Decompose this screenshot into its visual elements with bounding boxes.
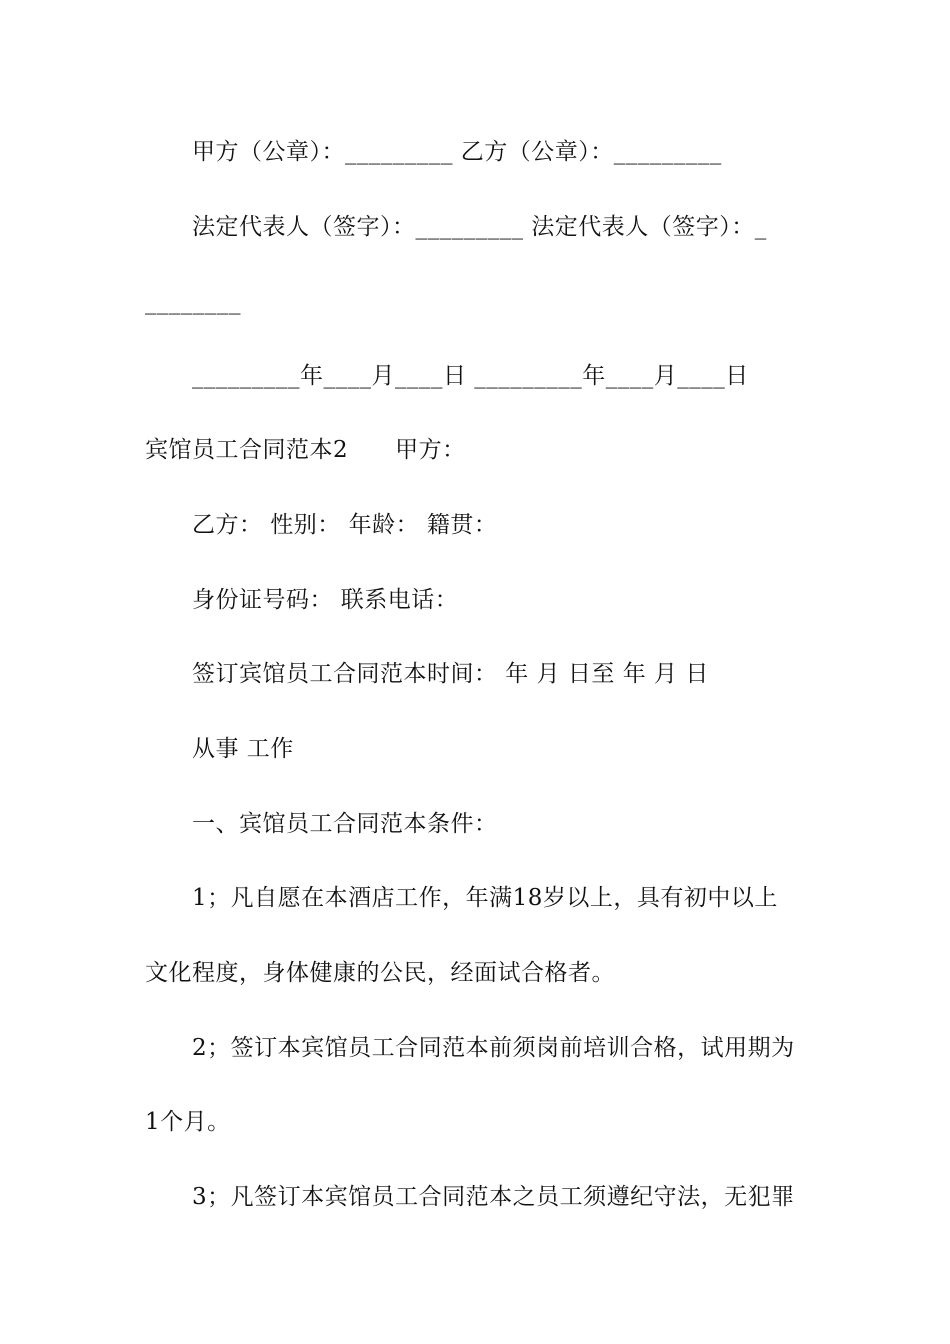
- clause-2-line-2: 1个月。: [145, 1109, 231, 1135]
- job-line: 从事 工作: [192, 736, 294, 762]
- clause-1-line-1: 1；凡自愿在本酒店工作，年满18岁以上，具有初中以上: [192, 885, 778, 911]
- section-heading-conditions: 一、宾馆员工合同范本条件：: [192, 811, 498, 837]
- legal-representative-continuation: ________: [145, 289, 241, 315]
- clause-1-line-2: 文化程度，身体健康的公民，经面试合格者。: [145, 960, 615, 986]
- party-b-info-line: 乙方： 性别： 年龄： 籍贯：: [192, 512, 498, 538]
- signature-seal-line: 甲方（公章）：_________ 乙方（公章）：_________: [192, 139, 722, 165]
- clause-3-line-1: 3；凡签订本宾馆员工合同范本之员工须遵纪守法，无犯罪: [192, 1184, 795, 1210]
- date-line: _________年____月____日 _________年____月____日: [192, 363, 749, 389]
- legal-representative-line: 法定代表人（签字）：_________ 法定代表人（签字）：_: [192, 214, 767, 240]
- signing-time-line: 签订宾馆员工合同范本时间： 年 月 日至 年 月 日: [192, 661, 709, 687]
- contract-title-line: 宾馆员工合同范本2 甲方：: [145, 437, 466, 463]
- clause-2-line-1: 2；签订本宾馆员工合同范本前须岗前培训合格，试用期为: [192, 1035, 795, 1061]
- id-phone-line: 身份证号码： 联系电话：: [192, 587, 459, 613]
